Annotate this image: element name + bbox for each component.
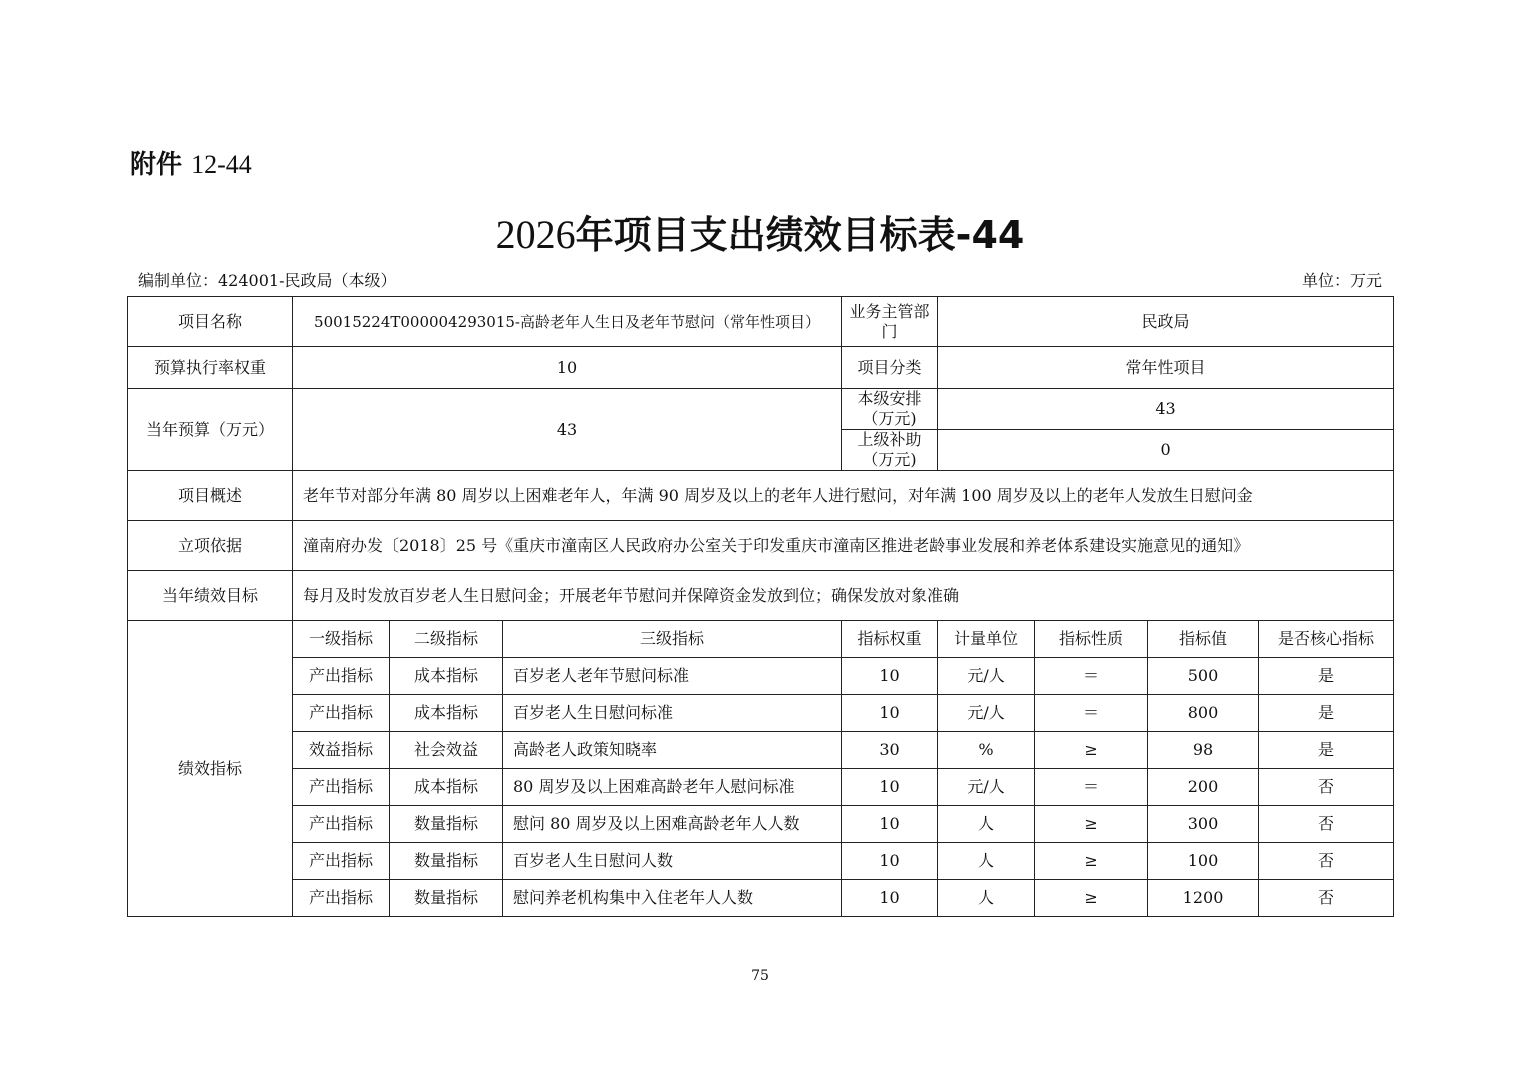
- indicator-value: 200: [1148, 769, 1259, 806]
- indicator-unit: %: [938, 732, 1035, 769]
- indicator-level1: 产出指标: [293, 806, 390, 843]
- table-row: [128, 658, 1394, 695]
- indicator-level2: 数量指标: [390, 806, 503, 843]
- indicator-unit: 人: [938, 880, 1035, 917]
- indicator-unit: 人: [938, 806, 1035, 843]
- row-weight: [128, 347, 1394, 389]
- money-unit: 单位：万元: [1301, 271, 1382, 290]
- table-row: [128, 769, 1394, 806]
- indicator-level3: 高龄老人政策知晓率: [503, 732, 842, 769]
- header-core: 是否核心指标: [1259, 621, 1394, 658]
- subsidy-value: 0: [938, 430, 1394, 471]
- project-name-value: 50015224T000004293015-高龄老年人生日及老年节慰问（常年性项目）: [293, 297, 842, 347]
- indicator-weight: 10: [842, 769, 938, 806]
- title-year: 2026: [495, 212, 576, 257]
- goal-value: 每月及时发放百岁老人生日慰问金；开展老年节慰问并保障资金发放到位；确保发放对象准确: [293, 571, 1394, 621]
- row-goal: [128, 571, 1394, 621]
- indicator-weight: 10: [842, 843, 938, 880]
- indicator-core: 是: [1259, 695, 1394, 732]
- indicator-level3: 慰问 80 周岁及以上困难高龄老年人人数: [503, 806, 842, 843]
- indicator-value: 800: [1148, 695, 1259, 732]
- indicator-level2: 成本指标: [390, 769, 503, 806]
- indicator-level2: 数量指标: [390, 880, 503, 917]
- indicator-nature: ＝: [1035, 769, 1148, 806]
- indicator-nature: ≥: [1035, 732, 1148, 769]
- indicator-level3: 慰问养老机构集中入住老年人人数: [503, 880, 842, 917]
- indicator-weight: 10: [842, 695, 938, 732]
- indicator-core: 否: [1259, 880, 1394, 917]
- indicator-level1: 产出指标: [293, 880, 390, 917]
- indicator-level3: 百岁老人生日慰问标准: [503, 695, 842, 732]
- attachment-number: 12-44: [191, 150, 252, 179]
- indicator-level2: 成本指标: [390, 695, 503, 732]
- title-text: 年项目支出绩效目标表-44: [575, 213, 1025, 257]
- indicator-nature: ＝: [1035, 658, 1148, 695]
- indicator-level1: 产出指标: [293, 658, 390, 695]
- project-name-label: 项目名称: [128, 297, 293, 347]
- table-row: [128, 806, 1394, 843]
- performance-table: [127, 296, 1394, 917]
- indicator-value: 300: [1148, 806, 1259, 843]
- dept-label: 业务主管部门: [842, 297, 938, 347]
- header-nature: 指标性质: [1035, 621, 1148, 658]
- indicator-level3: 百岁老人生日慰问人数: [503, 843, 842, 880]
- indicator-nature: ≥: [1035, 880, 1148, 917]
- indicator-value: 100: [1148, 843, 1259, 880]
- indicator-nature: ≥: [1035, 843, 1148, 880]
- indicator-weight: 10: [842, 880, 938, 917]
- row-overview: [128, 471, 1394, 521]
- indicator-level2: 成本指标: [390, 658, 503, 695]
- header-value: 指标值: [1148, 621, 1259, 658]
- indicator-level1: 效益指标: [293, 732, 390, 769]
- indicator-core: 是: [1259, 658, 1394, 695]
- weight-value: 10: [293, 347, 842, 389]
- own-label: 本级安排（万元): [842, 389, 938, 430]
- row-budget: [128, 389, 1394, 430]
- table-row: [128, 695, 1394, 732]
- basis-label: 立项依据: [128, 521, 293, 571]
- own-value: 43: [938, 389, 1394, 430]
- indicator-value: 500: [1148, 658, 1259, 695]
- budget-label: 当年预算（万元）: [128, 389, 293, 471]
- row-project-name: [128, 297, 1394, 347]
- indicator-level1: 产出指标: [293, 769, 390, 806]
- page-number: 75: [751, 968, 769, 984]
- category-value: 常年性项目: [938, 347, 1394, 389]
- table-row: [128, 843, 1394, 880]
- indicator-unit: 元/人: [938, 769, 1035, 806]
- dept-value: 民政局: [938, 297, 1394, 347]
- header-level1: 一级指标: [293, 621, 390, 658]
- indicator-weight: 30: [842, 732, 938, 769]
- table-row: [128, 732, 1394, 769]
- indicator-level2: 社会效益: [390, 732, 503, 769]
- category-label: 项目分类: [842, 347, 938, 389]
- page-title: [0, 204, 1520, 259]
- indicator-header-row: [128, 621, 1394, 658]
- indicator-unit: 元/人: [938, 658, 1035, 695]
- attachment-label: [130, 144, 252, 181]
- indicator-core: 否: [1259, 806, 1394, 843]
- indicator-core: 否: [1259, 843, 1394, 880]
- basis-value: 潼南府办发〔2018〕25 号《重庆市潼南区人民政府办公室关于印发重庆市潼南区推进老龄事业发展和养老体系建设实施意见的通知》: [293, 521, 1394, 571]
- indicator-value: 98: [1148, 732, 1259, 769]
- indicator-value: 1200: [1148, 880, 1259, 917]
- weight-label: 预算执行率权重: [128, 347, 293, 389]
- indicator-weight: 10: [842, 806, 938, 843]
- indicator-level1: 产出指标: [293, 843, 390, 880]
- subsidy-label: 上级补助（万元): [842, 430, 938, 471]
- indicator-level3: 百岁老人老年节慰问标准: [503, 658, 842, 695]
- indicator-core: 否: [1259, 769, 1394, 806]
- budget-value: 43: [293, 389, 842, 471]
- table-row: [128, 880, 1394, 917]
- goal-label: 当年绩效目标: [128, 571, 293, 621]
- indicator-unit: 人: [938, 843, 1035, 880]
- indicator-level3: 80 周岁及以上困难高龄老年人慰问标准: [503, 769, 842, 806]
- overview-label: 项目概述: [128, 471, 293, 521]
- header-level3: 三级指标: [503, 621, 842, 658]
- indicator-nature: ≥: [1035, 806, 1148, 843]
- header-unit: 计量单位: [938, 621, 1035, 658]
- indicator-unit: 元/人: [938, 695, 1035, 732]
- header-weight: 指标权重: [842, 621, 938, 658]
- indicator-section-label: 绩效指标: [128, 621, 293, 917]
- org-unit: 编制单位：424001-民政局（本级）: [138, 271, 397, 290]
- indicator-level1: 产出指标: [293, 695, 390, 732]
- row-basis: [128, 521, 1394, 571]
- indicator-weight: 10: [842, 658, 938, 695]
- attachment-label-text: 附件: [130, 150, 183, 180]
- overview-value: 老年节对部分年满 80 周岁以上困难老年人，年满 90 周岁及以上的老年人进行慰问，对年满 100 周岁及以上的老年人发放生日慰问金: [293, 471, 1394, 521]
- indicator-nature: ＝: [1035, 695, 1148, 732]
- indicator-core: 是: [1259, 732, 1394, 769]
- indicator-level2: 数量指标: [390, 843, 503, 880]
- header-level2: 二级指标: [390, 621, 503, 658]
